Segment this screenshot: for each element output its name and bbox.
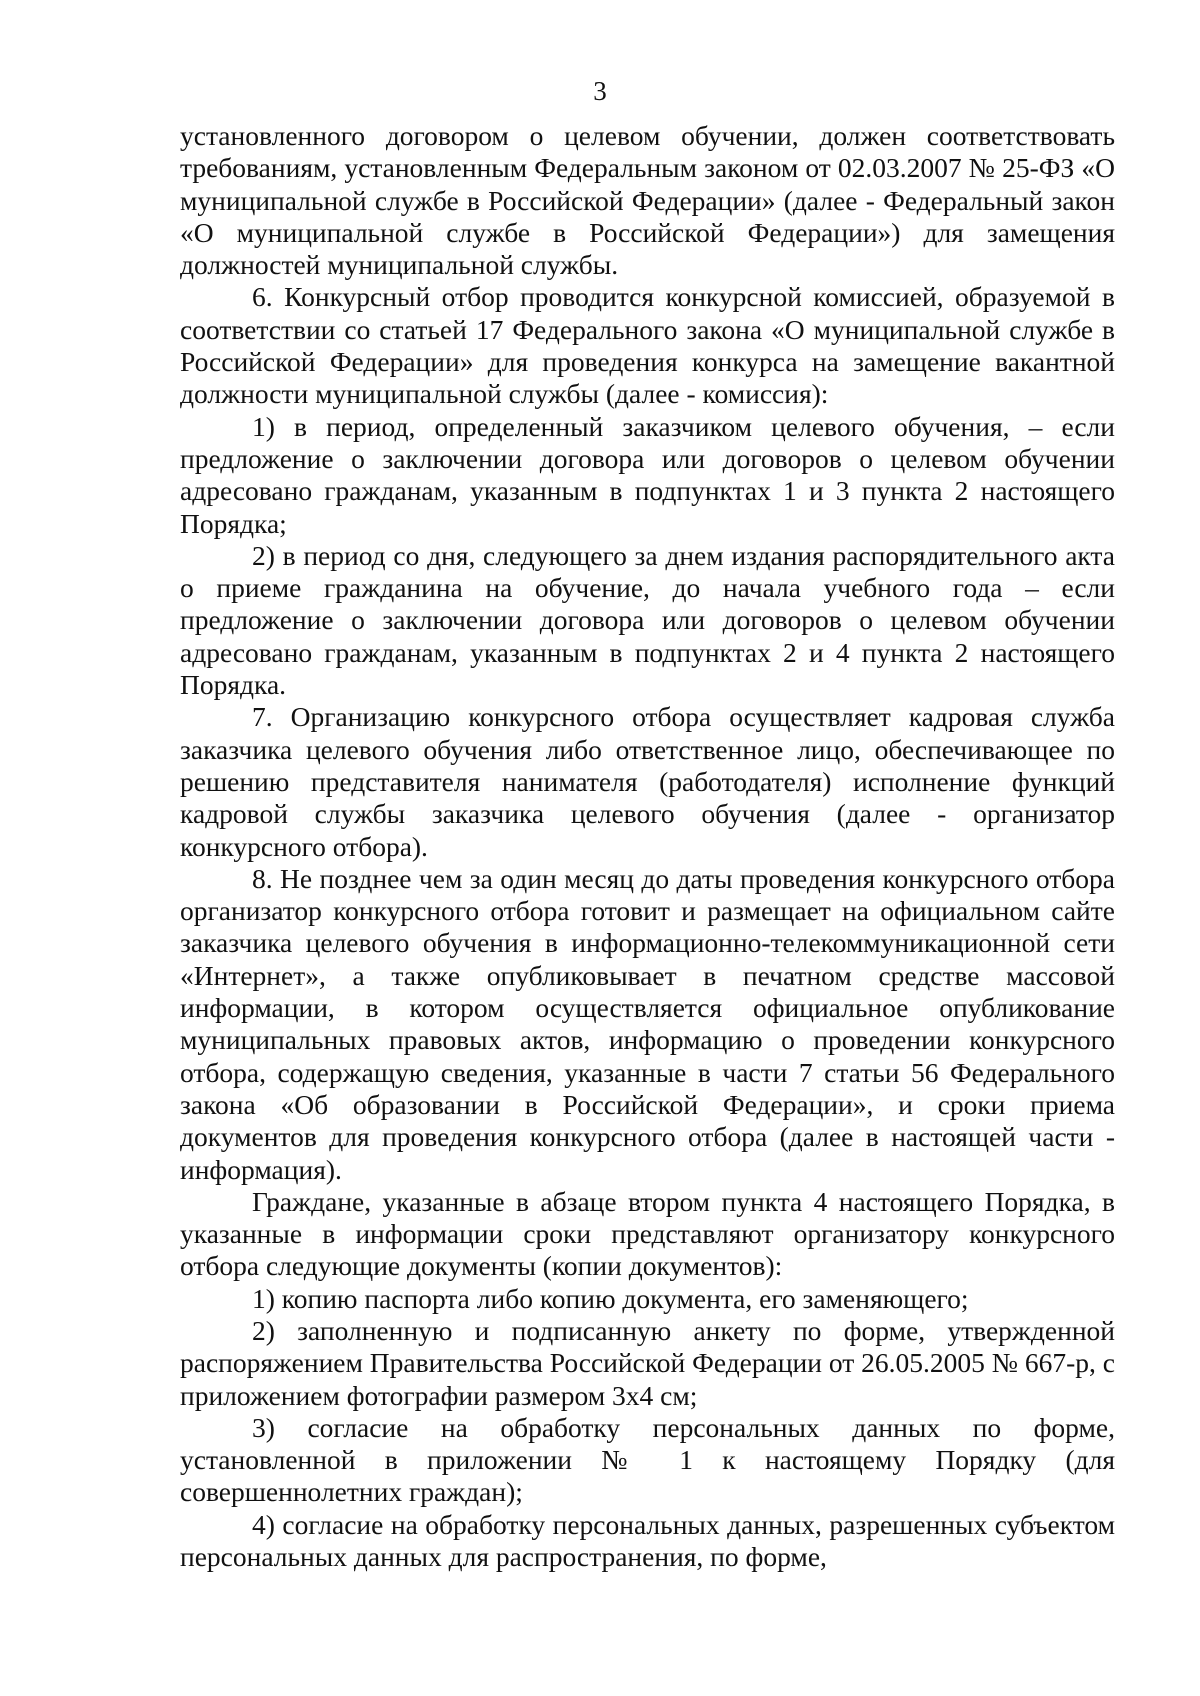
paragraph-item-6-1: 1) в период, определенный заказчиком целевого обучения, – если предложение о заключении договора или договоров о целевом обучении адресовано гражданам, указанным в подпунктах 1 и 3 пункта 2 настоящего Порядка; [180,410,1115,539]
paragraph-doc-4: 4) согласие на обработку персональных данных, разрешенных субъектом персональных данных для распространения, по форме, [180,1508,1115,1573]
paragraph-doc-3: 3) согласие на обработку персональных данных по форме, установленной в приложении № 1 к настоящему Порядку (для совершеннолетних граждан); [180,1411,1115,1508]
paragraph-item-7: 7. Организацию конкурсного отбора осуществляет кадровая служба заказчика целевого обучения либо ответственное лицо, обеспечивающее по решению представителя нанимателя (работодателя) исполнение функций кадровой службы заказчика целевого обучения (далее - организатор конкурсного отбора). [180,701,1115,862]
paragraph-continuation: установленного договором о целевом обучении, должен соответствовать требованиям, установленным Федеральным законом от 02.03.2007 № 25-ФЗ «О муниципальной службе в Российской Федерации» (далее - Федеральный закон «О муниципальной службе в Российской Федерации») для замещения должностей муниципальной службы. [180,120,1115,281]
document-body [180,120,1115,1573]
paragraph-doc-1: 1) копию паспорта либо копию документа, его заменяющего; [252,1282,969,1314]
page-number: 3 [593,76,607,106]
paragraph-citizens: Граждане, указанные в абзаце втором пункта 4 настоящего Порядка, в указанные в информации сроки представляют организатору конкурсного отбора следующие документы (копии документов): [180,1185,1115,1282]
paragraph-item-6-2: 2) в период со дня, следующего за днем издания распорядительного акта о приеме гражданина на обучение, до начала учебного года – если предложение о заключении договора или договоров о целевом обучении адресовано гражданам, указанным в подпунктах 2 и 4 пункта 2 настоящего Порядка. [180,539,1115,701]
paragraph-item-6: 6. Конкурсный отбор проводится конкурсной комиссией, образуемой в соответствии со статьей 17 Федерального закона «О муниципальной службе в Российской Федерации» для проведения конкурса на замещение вакантной должности муниципальной службы (далее - комиссия): [180,281,1115,410]
paragraph-doc-2: 2) заполненную и подписанную анкету по форме, утвержденной распоряжением Правительства Российской Федерации от 26.05.2005 № 667-р, с приложением фотографии размером 3х4 см; [180,1314,1115,1411]
paragraph-item-8: 8. Не позднее чем за один месяц до даты проведения конкурсного отбора организатор конкурсного отбора готовит и размещает на официальном сайте заказчика целевого обучения в информационно-телекоммуникационной сети «Интернет», а также опубликовывает в печатном средстве массовой информации, в котором осуществляется официальное опубликование муниципальных правовых актов, информацию о проведении конкурсного отбора, содержащую сведения, указанные в части 7 статьи 56 Федерального закона «Об образовании в Российской Федерации», и сроки приема документов для проведения конкурсного отбора (далее в настоящей части - информация). [180,862,1115,1185]
